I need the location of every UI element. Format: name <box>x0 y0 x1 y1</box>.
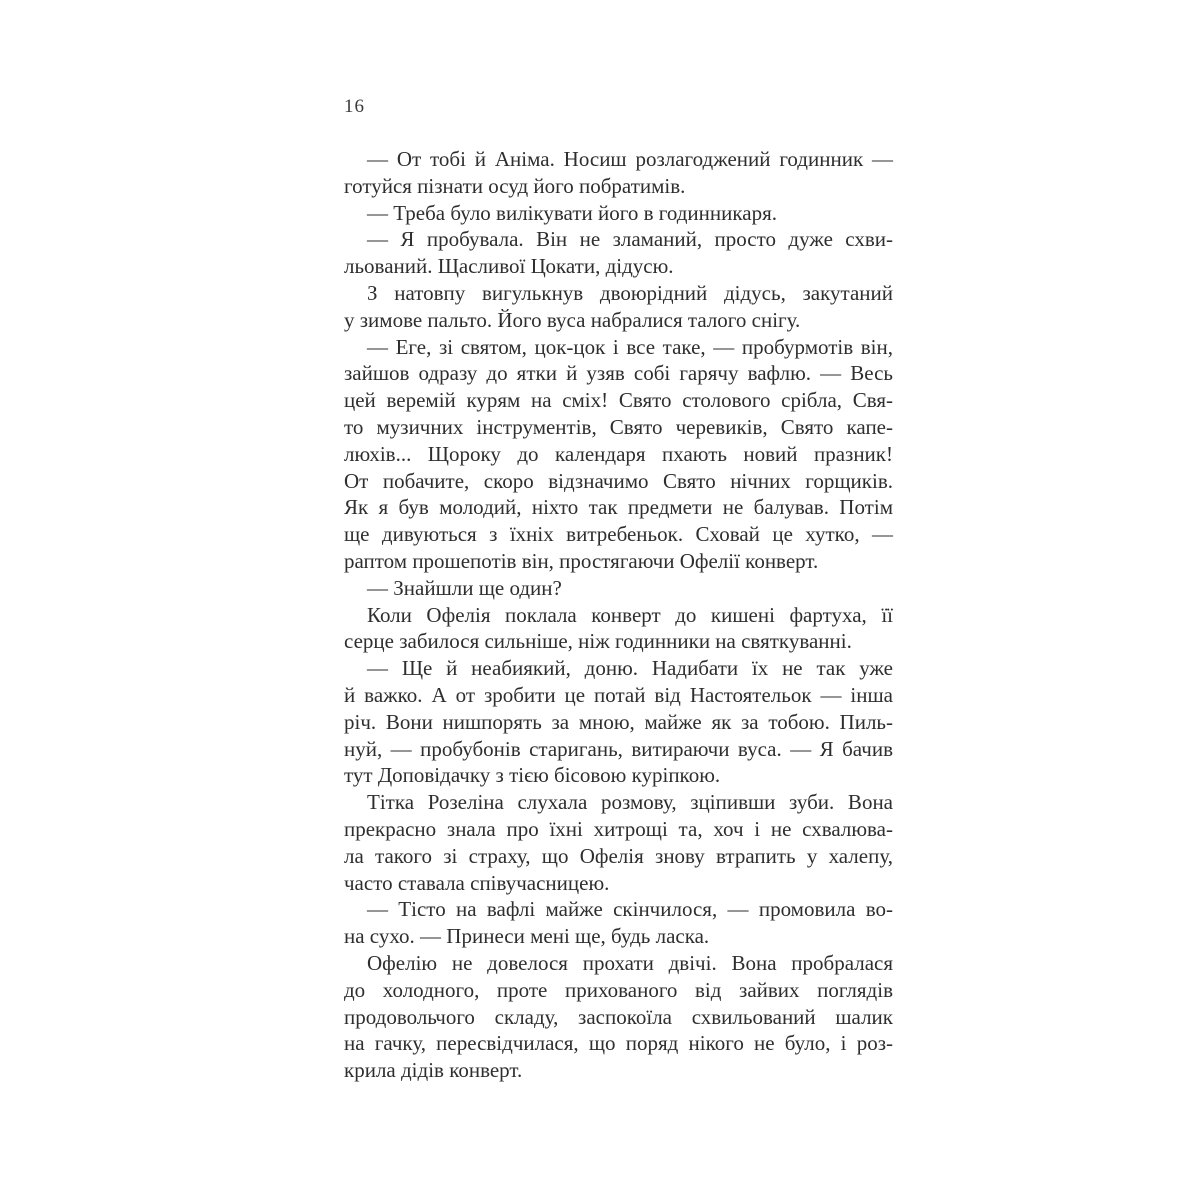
text-line: — От тобі й Аніма. Носиш розлагоджений годинник — <box>367 147 893 171</box>
text-line: — Треба було вилікувати його в годинникаря. <box>367 200 777 225</box>
text-line: на сухо. — Принеси мені ще, будь ласка. <box>344 924 710 949</box>
paragraph <box>344 334 893 575</box>
text-line: люхів... Щороку до календаря пхають новий празник! <box>344 441 893 466</box>
text-line: От побачите, скоро відзначимо Свято нічних горщиків. <box>344 468 893 493</box>
text-line: готуйся пізнати осуд його побратимів. <box>344 173 686 198</box>
paragraph <box>344 789 893 896</box>
text-line: нуй, — пробубонів старигань, витираючи вуса. — Я бачив <box>344 736 893 761</box>
paragraph <box>344 655 893 789</box>
paragraph <box>344 602 893 656</box>
paragraph <box>344 896 893 950</box>
text-line: серце забилося сильніше, ніж годинники на святкуванні. <box>344 629 852 654</box>
text-line: часто ставала співучасницею. <box>344 870 610 895</box>
text-line: Тітка Розеліна слухала розмову, зціпивши зуби. Вона <box>367 790 893 815</box>
paragraph <box>344 200 893 227</box>
text-line: продовольчого складу, заспокоїла схвильований шалик <box>344 1004 893 1029</box>
text-line: ще дивуються з їхніх витребеньок. Сховай це хутко, — <box>344 522 893 547</box>
text-line: до холодного, проте прихованого від зайвих поглядів <box>344 977 893 1002</box>
text-line: тут Доповідачку з тією бісовою куріпкою. <box>344 763 721 788</box>
text-line: на гачку, пересвідчилася, що поряд нікого не було, і роз- <box>344 1031 893 1056</box>
page-number: 16 <box>344 96 365 117</box>
text-line: й важко. А от зробити це потай від Настоятельок — інша <box>344 682 893 707</box>
text-line: ла такого зі страху, що Офелія знову втрапить у халепу, <box>344 843 893 868</box>
paragraph <box>344 146 893 200</box>
text-line: то музичних інструментів, Свято черевиків, Свято капе- <box>344 414 893 439</box>
text-line: раптом прошепотів він, простягаючи Офелії конверт. <box>344 548 819 573</box>
text-line: Офелію не довелося прохати двічі. Вона пробралася <box>367 950 893 975</box>
text-line: — Еге, зі святом, цок-цок і все таке, — пробурмотів він, <box>367 334 893 359</box>
text-line: З натовпу вигулькнув двоюрідний дідусь, закутаний <box>367 280 893 305</box>
text-line: зайшов одразу до ятки й узяв собі гарячу вафлю. — Весь <box>344 361 893 386</box>
text-line: Як я був молодий, ніхто так предмети не балував. Потім <box>344 495 893 520</box>
paragraph <box>344 226 893 280</box>
text-line: — Ще й неабиякий, доню. Надибати їх не так уже <box>367 656 893 681</box>
text-line: льований. Щасливої Цокати, дідусю. <box>344 254 674 279</box>
text-line: Коли Офелія поклала конверт до кишені фартуха, її <box>367 602 893 627</box>
text-line: річ. Вони нишпорять за мною, майже як за тобою. Пиль- <box>344 709 893 734</box>
paragraph <box>344 280 893 334</box>
text-line: прекрасно знала про їхні хитрощі та, хоч і не схвалюва- <box>344 816 893 841</box>
text-line: — Тісто на вафлі майже скінчилося, — промовила во- <box>367 897 893 922</box>
text-line: цей веремій курям на сміх! Свято столового срібла, Свя- <box>344 388 893 413</box>
text-line: у зимове пальто. Його вуса набралися талого снігу. <box>344 307 801 332</box>
page-text-block <box>344 146 893 1084</box>
text-line: — Знайшли ще один? <box>367 575 562 600</box>
text-line: крила дідів конверт. <box>344 1058 523 1083</box>
paragraph <box>344 950 893 1084</box>
text-line: — Я пробувала. Він не зламаний, просто дуже схви- <box>367 227 893 252</box>
paragraph <box>344 575 893 602</box>
